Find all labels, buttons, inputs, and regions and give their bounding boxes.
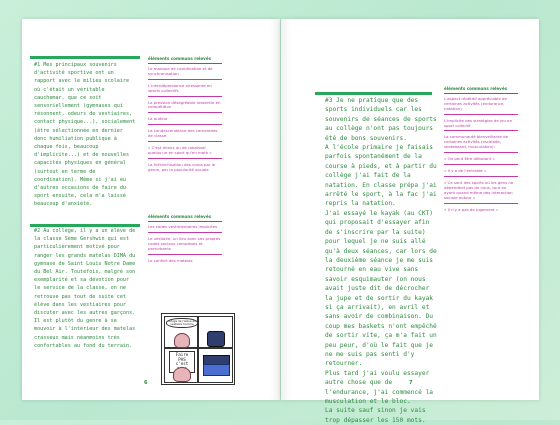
sidebar-item: La pudeur bbox=[148, 117, 222, 125]
character-figure bbox=[174, 333, 190, 348]
page-number: 6 bbox=[144, 380, 148, 386]
sidebar-item: Le manque de coordination et de synchronisation bbox=[148, 67, 222, 80]
left-page bbox=[22, 19, 280, 400]
character-figure bbox=[207, 331, 225, 347]
sidebar-common-elements-3 bbox=[444, 87, 518, 219]
sidebar-item: « C'est mieux ou de rabaisser quelqu'un en sport qu'en math » bbox=[148, 146, 222, 159]
paragraph-1: #1 Mes principaux souvenirs d'activité sportive ont un rapport avec le milieu scolaire où c'était un véritable cauchemar, que ce soit sensoriellement (gymnases qui résonnent, odeurs de vestiaires, contact physique...), socialement (être sélectionnée en dernier donc humiliation publique à chaque fois, beaucoup d'implicite...) et de nouvelles capacités physiques en général (surtout en terme de coordination). Même si j'ai eu d'autres occasions de faire du sport ensuite, cela m'a laissé beaucoup d'anxiété. bbox=[34, 62, 136, 208]
section-rule-3 bbox=[315, 92, 432, 95]
sidebar-item: La hiérarchisation des corps par le genre, par la popularité sociale bbox=[148, 161, 216, 172]
paragraph-2: #2 Au collège, il y a un élève de la classe Sème Gershwin qui est particulièrement motivé pour ranger les grands matelas DIMA du gymnase de Saint Louis Notre Dame du Bel Air. Toutefois, malgré son exemplarité et sa dévotion pour le service de la classe, on ne retrouve pas tout de suite cet élève dans les vestiaires pour discuter avec les autres garçons. Il est plutôt du genre à se mouvoir à l'intérieur des matelas crasseux mais néanmoins très confortables au fond du terrain. bbox=[34, 228, 136, 349]
sidebar-item: « On peut être débutant » bbox=[444, 157, 518, 165]
speech-bubble: refuge de l'élève au vestiaire homme bbox=[166, 318, 198, 328]
sidebar-item: « Il y a de l'entraide » bbox=[444, 169, 518, 177]
section-rule-1 bbox=[30, 56, 140, 59]
paragraph-3: #3 Je ne pratique que des sports individuels car les souvenirs de séances de sports au collège n'ont pas toujours été de bons souvenirs. A l'école primaire je faisais parfois spontanément de la course à pieds, et à partir du collège j'ai fait de la natation. En classe prépa j'ai arrêté le sport, à la fac j'ai repris la natation. J'ai essayé le kayak (au CKT) qui proposait d'essayer afin de s'inscrire par la suite) pour lequel je ne suis allé qu'à deux séances, car lors de la deuxième séance je me suis retourné en eau vive sans savoir esquimauter (on nous avait juste dit de décrocher la jupe et de sortir du kayak si ça arrivait), en avril et sans avoir de combinaison. Du coup mes baskets n'ont empêché de sortir vite, ça m'a fait un peu peur, d'où le fait que je ne me suis pas senti d'y retourner. Plus tard j'ai voulu essayer autre chose que de l'endurance, j'ai commencé la musculation et le bloc. La suite sauf sinon je vais trop dépasser les 150 mots. bbox=[325, 97, 437, 424]
comic-panel-2 bbox=[198, 316, 233, 348]
sidebar-item: L'interdépendance stressante en sports collectifs bbox=[148, 84, 222, 97]
comic-illustration bbox=[161, 313, 235, 385]
sidebar-item: La pression désagréable ressentie en compétition bbox=[148, 101, 222, 114]
right-page bbox=[281, 19, 539, 424]
sidebar-item: La condescendance des camarades de classe bbox=[148, 129, 222, 142]
comic-panel-1 bbox=[164, 316, 198, 348]
comic-panel-3 bbox=[164, 348, 198, 383]
sidebar-common-elements-1 bbox=[148, 57, 222, 179]
page-number: 7 bbox=[409, 380, 413, 386]
comic-sign: Faire PAS c'est bbox=[169, 351, 195, 373]
sidebar-item: Les codes vestimentaires implicites bbox=[148, 225, 222, 233]
comic-panel-4 bbox=[198, 348, 233, 383]
sidebar-item: « Il n'y a pas de jugement » bbox=[444, 206, 499, 212]
sidebar-item: Le confort des matelas bbox=[148, 257, 193, 263]
sidebar-item: Le vestiaire, un lieu avec ses propres codes sociaux complexes et perturbants bbox=[148, 237, 222, 255]
sidebar-heading: éléments communs relevés bbox=[444, 87, 518, 94]
sidebar-item: « Ce sont des sports où les gens ne dépendent pas de nous, tout en ayant quand même des interaction sociale autour » bbox=[444, 181, 518, 204]
sidebar-item: L'implicite des stratégies de jeu en sport collectif bbox=[444, 119, 518, 132]
sidebar-item: L'aspect répétitif appréciable de certaines activités (endurance, natation) bbox=[444, 97, 518, 115]
mattress-stack bbox=[203, 364, 230, 376]
sidebar-item: La communauté bienveillante de certaines activités (escalade, skateboard, musculation): bbox=[444, 135, 518, 153]
character-figure bbox=[173, 367, 191, 382]
sidebar-heading: éléments communs relevés bbox=[148, 57, 222, 64]
sidebar-heading: éléments communs relevés bbox=[148, 215, 222, 222]
sidebar-common-elements-2 bbox=[148, 215, 222, 269]
